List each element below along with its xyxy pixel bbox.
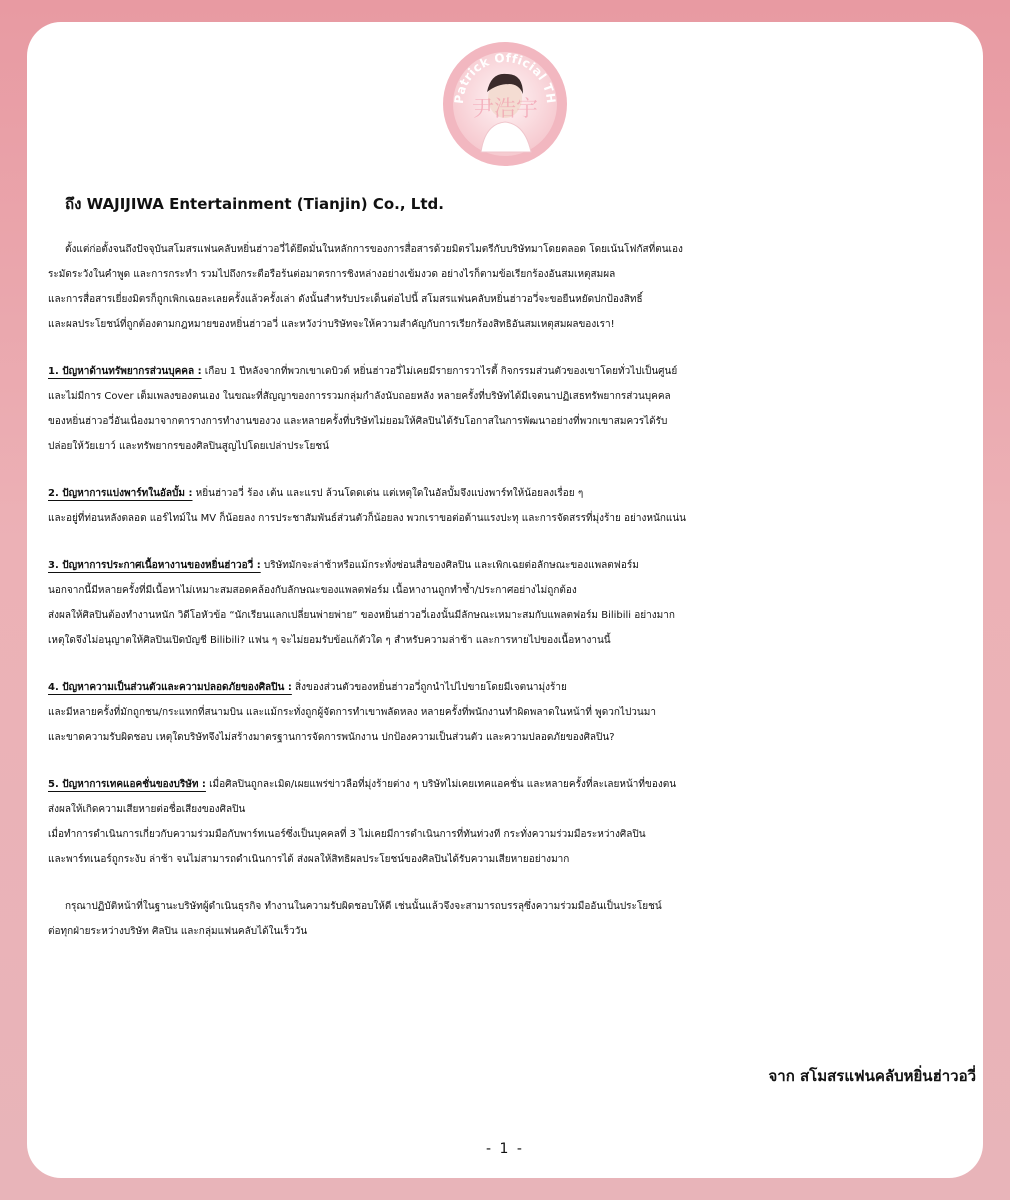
section-line: และมีหลายครั้งที่มักถูกชน/กระแทกที่สนามบิน และแม้กระทั่งถูกผู้จัดการทำเขาพลัดหลง หลายครั้งที่พนักงานทำผิดพลาดในหน้าที่ พูดวกไปวนมา: [48, 707, 656, 718]
section-text: เกือบ 1 ปีหลังจากที่พวกเขาเดบิวต์ หยิ่นฮ่าวอวี่ไม่เคยมีรายการวาไรตี้ กิจกรรมส่วนตัวของเขาโดยทั่วไปเป็นศูนย์: [201, 366, 678, 377]
section-line: เหตุใดจึงไม่อนุญาตให้ศิลปินเปิดบัญชี Bilibili? แฟน ๆ จะไม่ยอมรับข้อแก้ตัวใด ๆ สำหรับความล่าช้า และการหายไปของเนื้อหางานนี้: [48, 635, 611, 646]
section-5: [48, 772, 988, 872]
section-text: บริษัทมักจะล่าช้าหรือแม้กระทั่งซ่อนสื่อของศิลปิน และเพิกเฉยต่อลักษณะของแพลตฟอร์ม: [260, 560, 639, 571]
section-heading: 1. ปัญหาด้านทรัพยากรส่วนบุคคล :: [48, 366, 202, 377]
intro-paragraph: [48, 237, 988, 337]
section-line: นอกจากนี้มีหลายครั้งที่มีเนื้อหาไม่เหมาะสมสอดคล้องกับลักษณะของแพลตฟอร์ม เนื้อหางานถูกทำซ้ำ/ประกาศอย่างไม่ถูกต้อง: [48, 585, 577, 596]
section-line: และขาดความรับผิดชอบ เหตุใดบริษัทจึงไม่สร้างมาตรฐานการจัดการพนักงาน ปกป้องความเป็นส่วนตัว และความปลอดภัยของศิลปิน?: [48, 732, 615, 743]
intro-line: ระมัดระวังในคำพูด และการกระทำ รวมไปถึงกระตือรือร้นต่อมาตรการชิงหล่างอย่างเข้มงวด อย่างไรก็ตามข้อเรียกร้องอันสมเหตุสมผล: [48, 269, 616, 280]
section-line: และไม่มีการ Cover เต็มเพลงของตนเอง ในขณะที่สัญญาของการรวมกลุ่มกำลังนับถอยหลัง หลายครั้งที่บริษัทได้มีเจตนาปฏิเสธทรัพยากรส่วนบุคคล: [48, 391, 671, 402]
section-line: และอยู่ที่ท่อนหลังตลอด แอร์ไทม์ใน MV ก็น้อยลง การประชาสัมพันธ์ส่วนตัวก็น้อยลง พวกเราขอต่อต้านแรงปะทุ และการจัดสรรที่มุ่งร้าย อย่างหนักแน่น: [48, 513, 687, 524]
section-line: ส่งผลให้ศิลปินต้องทำงานหนัก วิดีโอหัวข้อ “นักเรียนแลกเปลี่ยนพ่ายพ่าย” ของหยิ่นฮ่าวอวี่เองนั้นมีลักษณะเหมาะสมกับแพลตฟอร์ม Bilibili อย่างมาก: [48, 610, 675, 621]
closing-paragraph: [48, 894, 988, 944]
section-heading: 3. ปัญหาการประกาศเนื้อหางานของหยิ่นฮ่าวอวี่ :: [48, 560, 261, 571]
section-text: หยิ่นฮ่าวอวี่ ร้อง เต้น และแรป ล้วนโดดเด่น แต่เหตุใดในอัลบั้มจึงแบ่งพาร์ทให้น้อยลงเรื่อย ๆ: [192, 488, 584, 499]
section-text: เมื่อศิลปินถูกละเมิด/เผยแพร่ข่าวลือที่มุ่งร้ายต่าง ๆ บริษัทไม่เคยเทคแอคชั่น และหลายครั้งที่ละเลยหน้าที่ของตน: [205, 779, 677, 790]
section-3: [48, 553, 988, 653]
logo-text: Patrick Official TH: [451, 50, 559, 105]
section-heading: 5. ปัญหาการเทคแอคชั่นของบริษัท :: [48, 779, 206, 790]
letter-body: [48, 192, 988, 966]
section-4: [48, 675, 988, 750]
section-2: [48, 481, 988, 531]
section-heading: 4. ปัญหาความเป็นส่วนตัวและความปลอดภัยของศิลปิน :: [48, 682, 292, 693]
intro-line: และผลประโยชน์ที่ถูกต้องตามกฎหมายของหยิ่นฮ่าวอวี่ และหวังว่าบริษัทจะให้ความสำคัญกับการเรียกร้องสิทธิอันสมเหตุสมผลของเรา!: [48, 319, 615, 330]
section-line: เมื่อทำการดำเนินการเกี่ยวกับความร่วมมือกับพาร์ทเนอร์ซึ่งเป็นบุคคลที่ 3 ไม่เคยมีการดำเนินการที่ทันท่วงที กระทั่งความร่วมมือระหว่างศิลปิน: [48, 829, 646, 840]
section-text: สิ่งของส่วนตัวของหยิ่นฮ่าวอวี่ถูกนำไปไปขายโดยมีเจตนามุ่งร้าย: [291, 682, 567, 693]
section-1: [48, 359, 988, 459]
addressee: ถึง WAJIJIWA Entertainment (Tianjin) Co., Ltd.: [65, 195, 444, 213]
section-line: และพาร์ทเนอร์ถูกระงับ ล่าช้า จนไม่สามารถดำเนินการได้ ส่งผลให้สิทธิผลประโยชน์ของศิลปินได้รับความเสียหายอย่างมาก: [48, 854, 570, 865]
closing-line: ต่อทุกฝ่ายระหว่างบริษัท ศิลปิน และกลุ่มแฟนคลับได้ในเร็ววัน: [48, 926, 308, 937]
intro-line: และการสื่อสารเยี่ยงมิตรก็ถูกเพิกเฉยละเลยครั้งแล้วครั้งเล่า ดังนั้นสำหรับประเด็นต่อไปนี้ สโมสรแฟนคลับหยิ่นฮ่าวอวี่จะขอยืนหยัดปกป้องสิทธิ์: [48, 294, 643, 305]
logo-glyphs: 尹浩宇: [471, 97, 539, 122]
signature: จาก สโมสรแฟนคลับหยิ่นฮ่าวอวี่: [768, 1067, 976, 1085]
section-heading: 2. ปัญหาการแบ่งพาร์ทในอัลบั้ม :: [48, 488, 193, 499]
section-line: ปล่อยให้วัยเยาว์ และทรัพยากรของศิลปินสูญไปโดยเปล่าประโยชน์: [48, 441, 329, 452]
page-number: - 1 -: [486, 1141, 524, 1157]
intro-line: ตั้งแต่ก่อตั้งจนถึงปัจจุบันสโมสรแฟนคลับหยิ่นฮ่าวอวี่ได้ยึดมั่นในหลักการของการสื่อสารด้วยมิตรไมตรีกับบริษัทมาโดยตลอด โดยเน้นโฟกัสที่ตนเอง: [65, 244, 683, 255]
section-line: ส่งผลให้เกิดความเสียหายต่อชื่อเสียงของศิลปิน: [48, 804, 246, 815]
fanclub-logo: [441, 40, 569, 168]
section-line: ของหยิ่นฮ่าวอวี่อันเนื่องมาจากตารางการทำงานของวง และหลายครั้งที่บริษัทไม่ยอมให้ศิลปินได้รับโอกาสในการพัฒนาอย่างที่พวกเขาสมควรได้รับ: [48, 416, 668, 427]
closing-line: กรุณาปฏิบัติหน้าที่ในฐานะบริษัทผู้ดำเนินธุรกิจ ทำงานในความรับผิดชอบให้ดี เช่นนั้นแล้วจึงจะสามารถบรรลุซึ่งความร่วมมืออันเป็นประโยชน์: [65, 901, 662, 912]
